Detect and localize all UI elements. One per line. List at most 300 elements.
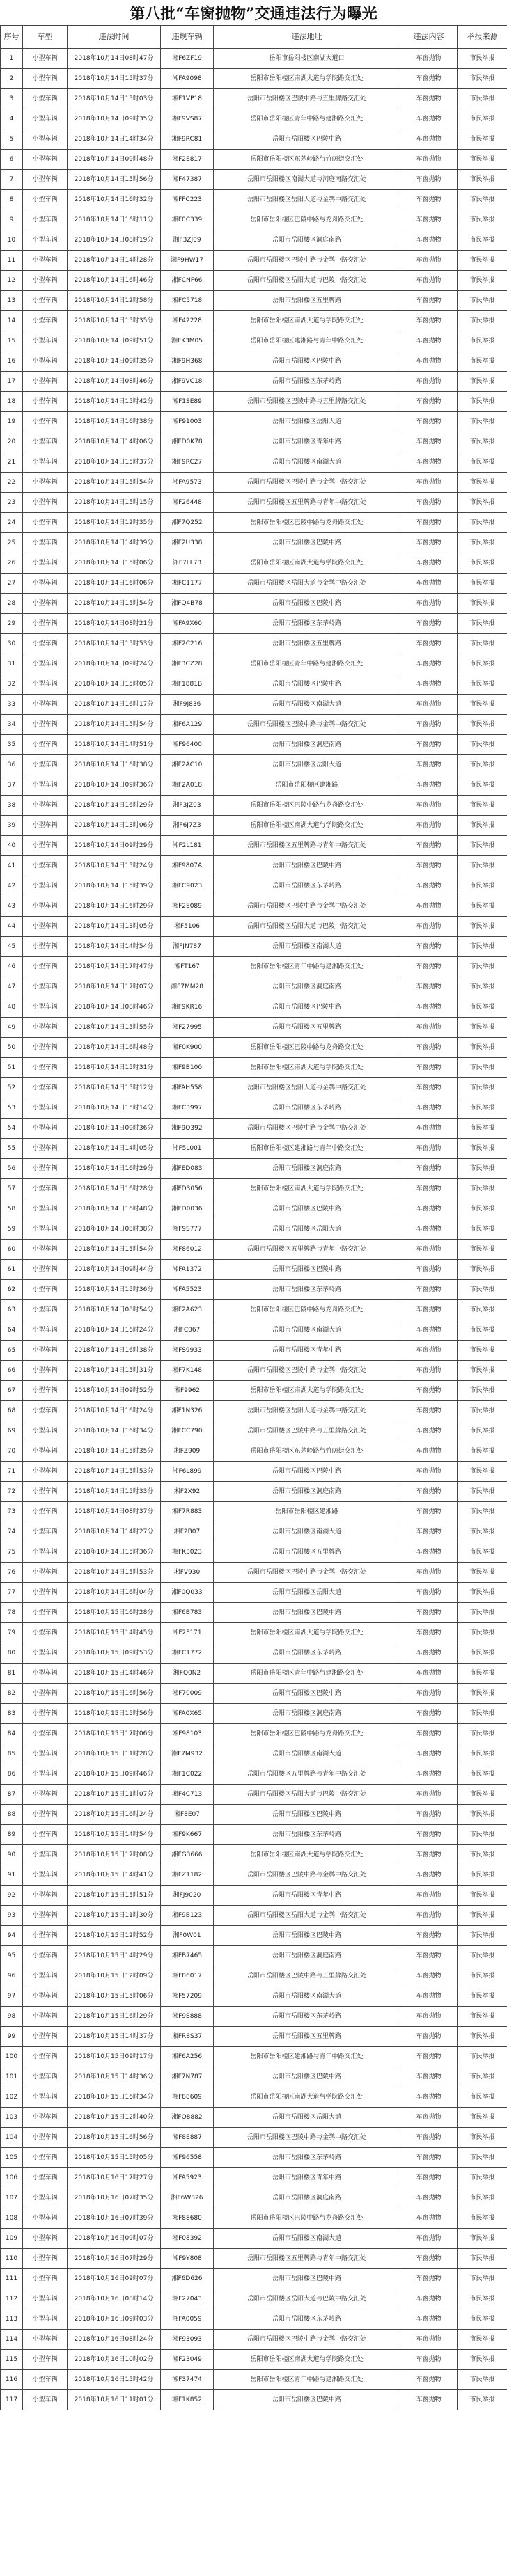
cell-index: 44 (1, 917, 23, 937)
cell-plate: 湘F23049 (161, 2350, 214, 2370)
cell-plate: 湘F2U338 (161, 533, 214, 553)
cell-violation-time: 2018年10月14日17时07分 (68, 977, 161, 997)
cell-address: 岳阳市岳阳楼区岳阳大道 (214, 2108, 400, 2128)
cell-violation-time: 2018年10月14日16时34分 (68, 1421, 161, 1441)
cell-address: 岳阳市岳阳楼区南湖大道与学院路交汇处 (214, 1179, 400, 1199)
cell-address: 岳阳市岳阳楼区洞庭南路 (214, 2188, 400, 2208)
cell-index: 48 (1, 997, 23, 1018)
cell-content: 车窗抛物 (400, 2229, 458, 2249)
cell-vehicle-type: 小型车辆 (23, 1058, 68, 1078)
cell-address: 岳阳市岳阳楼区岳阳大道 (214, 755, 400, 775)
cell-content: 车窗抛物 (400, 432, 458, 452)
cell-address: 岳阳市岳阳楼区五里牌路 (214, 291, 400, 311)
cell-index: 6 (1, 150, 23, 170)
cell-violation-time: 2018年10月16日10时02分 (68, 2350, 161, 2370)
cell-plate: 湘F8E887 (161, 2128, 214, 2148)
table-row (1, 1199, 507, 1219)
cell-address: 岳阳市岳阳楼区五里牌路 (214, 1542, 400, 1563)
cell-source: 市民举报 (458, 1421, 507, 1441)
cell-violation-time: 2018年10月14日15时12分 (68, 1078, 161, 1098)
cell-address: 岳阳市岳阳楼区南湖大道 (214, 937, 400, 957)
cell-content: 车窗抛物 (400, 1886, 458, 1906)
cell-index: 97 (1, 1986, 23, 2007)
cell-plate: 湘F6ZF19 (161, 49, 214, 69)
cell-plate: 湘FD0036 (161, 1199, 214, 1219)
cell-content: 车窗抛物 (400, 634, 458, 654)
cell-vehicle-type: 小型车辆 (23, 291, 68, 311)
cell-violation-time: 2018年10月14日15时14分 (68, 1098, 161, 1119)
cell-index: 1 (1, 49, 23, 69)
cell-source: 市民举报 (458, 1986, 507, 2007)
cell-content: 车窗抛物 (400, 1119, 458, 1139)
cell-violation-time: 2018年10月14日15时54分 (68, 1240, 161, 1260)
cell-source: 市民举报 (458, 1219, 507, 1240)
cell-source: 市民举报 (458, 2188, 507, 2208)
cell-source: 市民举报 (458, 1240, 507, 1260)
cell-content: 车窗抛物 (400, 1219, 458, 1240)
table-row (1, 1098, 507, 1119)
cell-content: 车窗抛物 (400, 1179, 458, 1199)
cell-plate: 湘F1C022 (161, 1764, 214, 1785)
table-row (1, 493, 507, 513)
cell-source: 市民举报 (458, 2330, 507, 2350)
cell-source: 市民举报 (458, 331, 507, 351)
cell-vehicle-type: 小型车辆 (23, 775, 68, 796)
table-row (1, 2087, 507, 2108)
cell-plate: 湘F9H368 (161, 351, 214, 372)
cell-vehicle-type: 小型车辆 (23, 2229, 68, 2249)
cell-vehicle-type: 小型车辆 (23, 2007, 68, 2027)
table-row (1, 150, 507, 170)
cell-index: 56 (1, 1159, 23, 1179)
cell-content: 车窗抛物 (400, 1199, 458, 1219)
cell-vehicle-type: 小型车辆 (23, 513, 68, 533)
cell-source: 市民举报 (458, 533, 507, 553)
cell-index: 78 (1, 1603, 23, 1623)
cell-violation-time: 2018年10月14日15时37分 (68, 452, 161, 473)
cell-address: 岳阳市岳阳楼区巴陵中路 (214, 594, 400, 614)
table-row (1, 1805, 507, 1825)
cell-violation-time: 2018年10月14日15时05分 (68, 674, 161, 695)
cell-source: 市民举报 (458, 109, 507, 129)
cell-index: 40 (1, 836, 23, 856)
cell-vehicle-type: 小型车辆 (23, 1563, 68, 1583)
cell-index: 72 (1, 1482, 23, 1502)
cell-plate: 湘F1K852 (161, 2390, 214, 2410)
table-row (1, 2047, 507, 2067)
table-row (1, 392, 507, 412)
cell-vehicle-type: 小型车辆 (23, 2108, 68, 2128)
cell-source: 市民举报 (458, 311, 507, 331)
cell-address: 岳阳市岳阳楼区东茅岭路 (214, 614, 400, 634)
cell-content: 车窗抛物 (400, 473, 458, 493)
cell-vehicle-type: 小型车辆 (23, 1744, 68, 1764)
cell-plate: 湘FK3M05 (161, 331, 214, 351)
cell-violation-time: 2018年10月15日17时08分 (68, 1845, 161, 1865)
cell-violation-time: 2018年10月14日09时36分 (68, 775, 161, 796)
cell-violation-time: 2018年10月14日16时32分 (68, 190, 161, 210)
cell-vehicle-type: 小型车辆 (23, 997, 68, 1018)
cell-violation-time: 2018年10月14日16时38分 (68, 412, 161, 432)
cell-index: 27 (1, 574, 23, 594)
cell-vehicle-type: 小型车辆 (23, 2289, 68, 2309)
cell-index: 117 (1, 2390, 23, 2410)
cell-source: 市民举报 (458, 1300, 507, 1320)
cell-index: 83 (1, 1704, 23, 1724)
cell-address: 岳阳市岳阳楼区岳阳大道与巴陵中路交汇处 (214, 2289, 400, 2309)
cell-content: 车窗抛物 (400, 2148, 458, 2168)
cell-index: 70 (1, 1441, 23, 1462)
cell-address: 岳阳市岳阳楼区巴陵中路 (214, 1926, 400, 1946)
cell-address: 岳阳市岳阳楼区东茅岭路与竹荫街交汇处 (214, 150, 400, 170)
cell-content: 车窗抛物 (400, 2128, 458, 2148)
cell-address: 岳阳市岳阳楼区南湖大道 (214, 1986, 400, 2007)
cell-address: 岳阳市岳阳楼区南湖大道 (214, 1522, 400, 1542)
cell-plate: 湘F0C339 (161, 210, 214, 230)
table-row (1, 1260, 507, 1280)
table-row (1, 796, 507, 816)
cell-content: 车窗抛物 (400, 1926, 458, 1946)
cell-content: 车窗抛物 (400, 1785, 458, 1805)
cell-vehicle-type: 小型车辆 (23, 2390, 68, 2410)
cell-plate: 湘F6B783 (161, 1603, 214, 1623)
cell-index: 52 (1, 1078, 23, 1098)
cell-source: 市民举报 (458, 1744, 507, 1764)
cell-content: 车窗抛物 (400, 210, 458, 230)
table-row (1, 1522, 507, 1542)
cell-violation-time: 2018年10月14日15时54分 (68, 715, 161, 735)
cell-plate: 湘F1SE89 (161, 392, 214, 412)
cell-violation-time: 2018年10月14日16时24分 (68, 1401, 161, 1421)
cell-address: 岳阳市岳阳楼区巴陵中路与龙舟路交汇处 (214, 1300, 400, 1320)
table-row (1, 1563, 507, 1583)
cell-vehicle-type: 小型车辆 (23, 977, 68, 997)
cell-index: 99 (1, 2027, 23, 2047)
cell-vehicle-type: 小型车辆 (23, 129, 68, 150)
cell-source: 市民举报 (458, 1320, 507, 1341)
cell-violation-time: 2018年10月15日14时54分 (68, 1825, 161, 1845)
cell-source: 市民举报 (458, 1946, 507, 1966)
table-row (1, 1583, 507, 1603)
cell-vehicle-type: 小型车辆 (23, 49, 68, 69)
cell-address: 岳阳市岳阳楼区五里牌路与青年中路交汇处 (214, 1764, 400, 1785)
cell-violation-time: 2018年10月15日12时52分 (68, 1926, 161, 1946)
cell-content: 车窗抛物 (400, 2330, 458, 2350)
cell-violation-time: 2018年10月16日07时35分 (68, 2188, 161, 2208)
cell-index: 26 (1, 553, 23, 574)
cell-index: 41 (1, 856, 23, 876)
cell-source: 市民举报 (458, 997, 507, 1018)
cell-plate: 湘FQ4B78 (161, 594, 214, 614)
cell-source: 市民举报 (458, 957, 507, 977)
cell-content: 车窗抛物 (400, 1906, 458, 1926)
cell-plate: 湘FA9098 (161, 69, 214, 89)
cell-address: 岳阳市岳阳楼区巴陵中路 (214, 856, 400, 876)
cell-source: 市民举报 (458, 614, 507, 634)
cell-content: 车窗抛物 (400, 2269, 458, 2289)
cell-vehicle-type: 小型车辆 (23, 2067, 68, 2087)
cell-violation-time: 2018年10月16日15时42分 (68, 2370, 161, 2390)
table-row (1, 2148, 507, 2168)
cell-source: 市民举报 (458, 1805, 507, 1825)
cell-source: 市民举报 (458, 2067, 507, 2087)
cell-violation-time: 2018年10月14日16时04分 (68, 1583, 161, 1603)
table-row (1, 2168, 507, 2188)
cell-content: 车窗抛物 (400, 1764, 458, 1785)
table-row (1, 2067, 507, 2087)
header-address: 违法地址 (214, 26, 400, 49)
cell-violation-time: 2018年10月14日15时55分 (68, 1018, 161, 1038)
table-row (1, 1361, 507, 1381)
cell-index: 16 (1, 351, 23, 372)
cell-plate: 湘FQ0N2 (161, 1664, 214, 1684)
cell-content: 车窗抛物 (400, 412, 458, 432)
cell-vehicle-type: 小型车辆 (23, 432, 68, 452)
table-row (1, 2330, 507, 2350)
cell-plate: 湘FB7465 (161, 1946, 214, 1966)
cell-content: 车窗抛物 (400, 1260, 458, 1280)
cell-violation-time: 2018年10月14日08时19分 (68, 230, 161, 251)
cell-address: 岳阳市岳阳楼区巴陵中路 (214, 1805, 400, 1825)
cell-violation-time: 2018年10月15日16时56分 (68, 2128, 161, 2148)
cell-address: 岳阳市岳阳楼区巴陵中路 (214, 1462, 400, 1482)
cell-vehicle-type: 小型车辆 (23, 1078, 68, 1098)
cell-address: 岳阳市岳阳楼区岳阳大道与巴陵中路交汇处 (214, 271, 400, 291)
cell-content: 车窗抛物 (400, 574, 458, 594)
table-row (1, 574, 507, 594)
cell-address: 岳阳市岳阳楼区青年中路 (214, 432, 400, 452)
cell-plate: 湘F6D626 (161, 2269, 214, 2289)
cell-plate: 湘F2X92 (161, 1482, 214, 1502)
table-row (1, 1119, 507, 1139)
cell-violation-time: 2018年10月16日07时29分 (68, 2249, 161, 2269)
cell-vehicle-type: 小型车辆 (23, 1643, 68, 1664)
table-row (1, 1886, 507, 1906)
cell-source: 市民举报 (458, 1704, 507, 1724)
cell-plate: 湘F08392 (161, 2229, 214, 2249)
cell-content: 车窗抛物 (400, 876, 458, 896)
cell-source: 市民举报 (458, 210, 507, 230)
table-row (1, 2108, 507, 2128)
cell-source: 市民举报 (458, 1361, 507, 1381)
cell-index: 37 (1, 775, 23, 796)
cell-content: 车窗抛物 (400, 1623, 458, 1643)
cell-address: 岳阳市岳阳楼区洞庭南路 (214, 977, 400, 997)
cell-index: 28 (1, 594, 23, 614)
cell-plate: 湘F1VP18 (161, 89, 214, 109)
cell-address: 岳阳市岳阳楼区五里牌路 (214, 1018, 400, 1038)
cell-vehicle-type: 小型车辆 (23, 2309, 68, 2330)
table-row (1, 1623, 507, 1643)
cell-address: 岳阳市岳阳楼区南湖大道 (214, 2229, 400, 2249)
cell-violation-time: 2018年10月14日09时36分 (68, 1119, 161, 1139)
table-row (1, 2208, 507, 2229)
cell-index: 18 (1, 392, 23, 412)
cell-address: 岳阳市岳阳楼区南湖大道 (214, 695, 400, 715)
table-row (1, 816, 507, 836)
cell-violation-time: 2018年10月16日07时39分 (68, 2208, 161, 2229)
cell-plate: 湘F57209 (161, 1986, 214, 2007)
cell-content: 车窗抛物 (400, 816, 458, 836)
cell-plate: 湘F2C216 (161, 634, 214, 654)
cell-vehicle-type: 小型车辆 (23, 1179, 68, 1199)
cell-plate: 湘F7M932 (161, 1744, 214, 1764)
cell-violation-time: 2018年10月15日12时40分 (68, 2108, 161, 2128)
table-row (1, 1018, 507, 1038)
cell-vehicle-type: 小型车辆 (23, 1724, 68, 1744)
cell-plate: 湘F42228 (161, 311, 214, 331)
cell-vehicle-type: 小型车辆 (23, 1886, 68, 1906)
table-row (1, 230, 507, 251)
table-row (1, 1341, 507, 1361)
cell-index: 108 (1, 2208, 23, 2229)
table-row (1, 1966, 507, 1986)
cell-violation-time: 2018年10月15日12时09分 (68, 1966, 161, 1986)
cell-index: 32 (1, 674, 23, 695)
cell-address: 岳阳市岳阳楼区建湘路 (214, 1502, 400, 1522)
cell-vehicle-type: 小型车辆 (23, 816, 68, 836)
cell-vehicle-type: 小型车辆 (23, 392, 68, 412)
cell-violation-time: 2018年10月14日16时29分 (68, 1159, 161, 1179)
cell-content: 车窗抛物 (400, 1805, 458, 1825)
cell-violation-time: 2018年10月14日16时46分 (68, 271, 161, 291)
cell-violation-time: 2018年10月15日17时06分 (68, 1724, 161, 1744)
cell-source: 市民举报 (458, 1643, 507, 1664)
cell-address: 岳阳市岳阳楼区洞庭南路 (214, 1946, 400, 1966)
cell-plate: 湘F9B100 (161, 1058, 214, 1078)
cell-plate: 湘FC3997 (161, 1098, 214, 1119)
cell-violation-time: 2018年10月15日11时28分 (68, 1744, 161, 1764)
cell-violation-time: 2018年10月14日14时54分 (68, 937, 161, 957)
cell-plate: 湘FK3023 (161, 1542, 214, 1563)
cell-vehicle-type: 小型车辆 (23, 452, 68, 473)
table-row (1, 1139, 507, 1159)
cell-violation-time: 2018年10月14日15时53分 (68, 1462, 161, 1482)
cell-vehicle-type: 小型车辆 (23, 1018, 68, 1038)
cell-plate: 湘FFC223 (161, 190, 214, 210)
cell-content: 车窗抛物 (400, 533, 458, 553)
cell-vehicle-type: 小型车辆 (23, 170, 68, 190)
cell-address: 岳阳市岳阳楼区洞庭南路 (214, 1482, 400, 1502)
cell-content: 车窗抛物 (400, 1966, 458, 1986)
cell-address: 岳阳市岳阳楼区建湘路与青年中路交汇处 (214, 1139, 400, 1159)
cell-violation-time: 2018年10月14日09时35分 (68, 351, 161, 372)
table-row (1, 1441, 507, 1462)
cell-source: 市民举报 (458, 1441, 507, 1462)
table-row (1, 452, 507, 473)
cell-violation-time: 2018年10月15日16时29分 (68, 2007, 161, 2027)
cell-violation-time: 2018年10月15日16时24分 (68, 1805, 161, 1825)
cell-content: 车窗抛物 (400, 695, 458, 715)
cell-source: 市民举报 (458, 150, 507, 170)
cell-address: 岳阳市岳阳楼区南湖大道与学院路交汇处 (214, 1381, 400, 1401)
cell-content: 车窗抛物 (400, 190, 458, 210)
cell-address: 岳阳市岳阳楼区岳阳大道与巴陵中路交汇处 (214, 1785, 400, 1805)
cell-vehicle-type: 小型车辆 (23, 715, 68, 735)
cell-plate: 湘FC1772 (161, 1643, 214, 1664)
table-row (1, 1502, 507, 1522)
cell-vehicle-type: 小型车辆 (23, 89, 68, 109)
cell-vehicle-type: 小型车辆 (23, 1926, 68, 1946)
table-row (1, 1664, 507, 1684)
cell-index: 88 (1, 1805, 23, 1825)
cell-index: 69 (1, 1421, 23, 1441)
cell-content: 车窗抛物 (400, 594, 458, 614)
cell-source: 市民举报 (458, 1926, 507, 1946)
cell-address: 岳阳市岳阳楼区巴陵中路与金鹗中路交汇处 (214, 473, 400, 493)
cell-index: 91 (1, 1865, 23, 1886)
cell-violation-time: 2018年10月14日08时21分 (68, 614, 161, 634)
cell-address: 岳阳市岳阳楼区五里牌路与青年中路交汇处 (214, 1240, 400, 1260)
cell-plate: 湘F0Q033 (161, 1583, 214, 1603)
cell-content: 车窗抛物 (400, 1724, 458, 1744)
table-row (1, 432, 507, 452)
cell-address: 岳阳市岳阳楼区五里牌路与青年中路交汇处 (214, 2249, 400, 2269)
cell-content: 车窗抛物 (400, 493, 458, 513)
table-row (1, 1381, 507, 1401)
cell-vehicle-type: 小型车辆 (23, 351, 68, 372)
cell-violation-time: 2018年10月16日08时14分 (68, 2289, 161, 2309)
cell-plate: 湘F2E089 (161, 896, 214, 917)
cell-vehicle-type: 小型车辆 (23, 2027, 68, 2047)
cell-address: 岳阳市岳阳楼区岳阳大道 (214, 1583, 400, 1603)
cell-violation-time: 2018年10月14日16时38分 (68, 755, 161, 775)
cell-plate: 湘F7K148 (161, 1361, 214, 1381)
cell-violation-time: 2018年10月14日13时05分 (68, 917, 161, 937)
cell-address: 岳阳市岳阳楼区巴陵中路与五里牌路交汇处 (214, 1966, 400, 1986)
cell-index: 33 (1, 695, 23, 715)
cell-content: 车窗抛物 (400, 49, 458, 69)
cell-index: 100 (1, 2047, 23, 2067)
cell-source: 市民举报 (458, 2108, 507, 2128)
cell-plate: 湘FV930 (161, 1563, 214, 1583)
cell-source: 市民举报 (458, 89, 507, 109)
cell-vehicle-type: 小型车辆 (23, 1098, 68, 1119)
cell-plate: 湘F2A623 (161, 1300, 214, 1320)
cell-address: 岳阳市岳阳楼区岳阳大道与金鹗中路交汇处 (214, 1401, 400, 1421)
cell-plate: 湘F47387 (161, 170, 214, 190)
table-row (1, 412, 507, 432)
cell-content: 车窗抛物 (400, 109, 458, 129)
cell-address: 岳阳市岳阳楼区巴陵中路 (214, 129, 400, 150)
cell-source: 市民举报 (458, 452, 507, 473)
cell-plate: 湘F5L001 (161, 1139, 214, 1159)
table-row (1, 917, 507, 937)
cell-plate: 湘FA1372 (161, 1260, 214, 1280)
cell-plate: 湘F2A018 (161, 775, 214, 796)
cell-violation-time: 2018年10月14日09时44分 (68, 1260, 161, 1280)
cell-violation-time: 2018年10月14日16时48分 (68, 1038, 161, 1058)
cell-index: 15 (1, 331, 23, 351)
cell-content: 车窗抛物 (400, 1462, 458, 1482)
cell-address: 岳阳市岳阳楼区东茅岭路 (214, 2148, 400, 2168)
cell-source: 市民举报 (458, 896, 507, 917)
cell-plate: 湘FC9023 (161, 876, 214, 896)
cell-vehicle-type: 小型车辆 (23, 372, 68, 392)
cell-index: 36 (1, 755, 23, 775)
header-plate: 违规车辆 (161, 26, 214, 49)
cell-vehicle-type: 小型车辆 (23, 1240, 68, 1260)
cell-address: 岳阳市岳阳楼区南湖大道与学院路交汇处 (214, 2087, 400, 2108)
cell-plate: 湘F5106 (161, 917, 214, 937)
table-row (1, 1421, 507, 1441)
cell-vehicle-type: 小型车辆 (23, 1159, 68, 1179)
cell-address: 岳阳市岳阳楼区巴陵中路 (214, 1603, 400, 1623)
cell-index: 51 (1, 1058, 23, 1078)
cell-index: 101 (1, 2067, 23, 2087)
cell-violation-time: 2018年10月15日15时56分 (68, 1704, 161, 1724)
cell-violation-time: 2018年10月14日16时28分 (68, 1179, 161, 1199)
